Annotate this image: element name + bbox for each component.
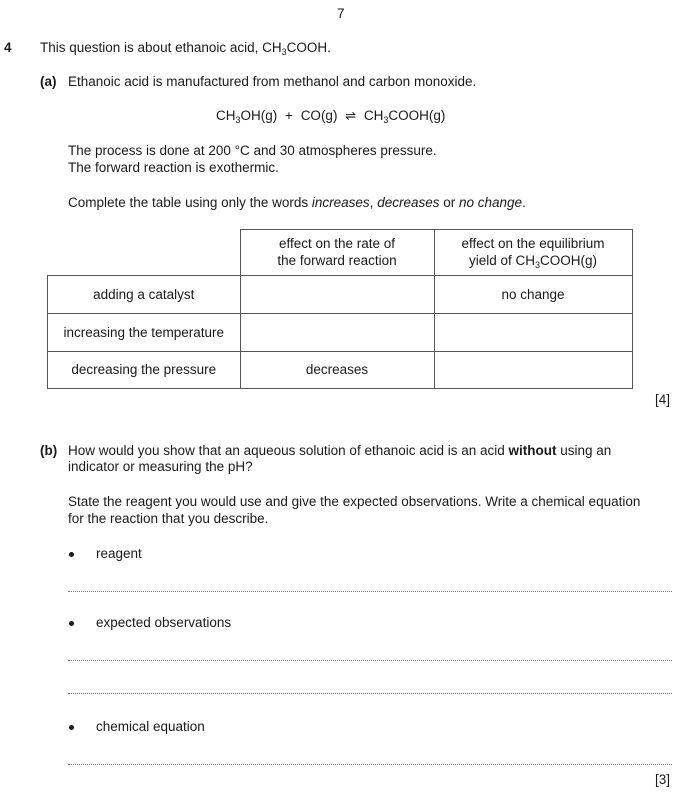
question-intro-subscript: 3 [281,47,287,57]
table-row [48,351,633,388]
answer-line[interactable] [68,693,672,694]
reaction-equation [216,108,445,124]
reactant-carbon-monoxide: CO(g) [300,108,338,123]
part-b-question-line-1: How would you show that an aqueous solution of ethanoic acid is an acid without using an [68,443,612,458]
rate-answer-cell[interactable] [240,313,434,351]
part-b-label: (b) [40,443,58,458]
yield-answer-cell[interactable] [434,313,632,351]
answer-line[interactable] [68,660,672,661]
conditions-line-1: The process is done at 200 °C and 30 atmospheres pressure. [68,143,437,158]
bullet-label-equation: chemical equation [96,719,205,734]
plus-sign: + [285,108,293,123]
table-row [48,275,633,313]
reactant-methanol: $CH_3OH(g)$ [216,108,278,125]
header-rate: effect on the rate of the forward reaction [240,230,434,276]
bullet-icon [69,621,74,626]
table-header-row [48,230,633,276]
equilibrium-arrow-icon: ⇌ [345,108,357,123]
bullet-icon [69,725,74,730]
bullet-label-observations: expected observations [96,615,232,630]
row-label: decreasing the pressure [48,351,241,388]
header-yield: effect on the equilibrium yield of $CH_3COOH(g)$ [434,230,632,276]
effects-table [47,229,633,389]
word-increases: increases [311,195,370,210]
word-decreases: decreases [377,195,440,210]
question-number: 4 [4,40,12,55]
yield-answer-cell[interactable] [434,351,632,388]
table-instruction: Complete the table using only the words increases, decreases or no change. [68,195,526,210]
row-label: adding a catalyst [48,275,241,313]
part-a-text: Ethanoic acid is manufactured from methanol and carbon monoxide. [68,74,477,89]
part-b-marks: [3] [655,772,671,787]
page-number: 7 [337,6,345,21]
question-intro [40,40,331,55]
conditions-line-2: The forward reaction is exothermic. [68,160,279,175]
table-corner-blank [48,230,241,276]
bullet-icon [69,552,74,557]
product-ethanoic-acid: $CH_3COOH(g)$ [363,108,446,125]
part-a-label: (a) [40,74,57,89]
rate-answer-cell[interactable] [240,275,434,313]
table-row [48,313,633,351]
part-b-question-line-2: indicator or measuring the pH? [68,459,253,474]
emphasis-without: without [508,443,557,458]
row-label: increasing the temperature [48,313,241,351]
part-b-instruction-line-2: for the reaction that you describe. [68,511,269,526]
bullet-label-reagent: reagent [96,546,142,561]
yield-answer-cell[interactable]: no change [434,275,632,313]
part-a-marks: [4] [655,392,671,407]
answer-line[interactable] [68,764,672,765]
word-no-change: no change [459,195,523,210]
question-intro-prefix: This question is about ethanoic acid, CH [40,40,282,55]
rate-answer-cell[interactable]: decreases [240,351,434,388]
answer-line[interactable] [68,591,672,592]
part-b-instruction-line-1: State the reagent you would use and give the expected observations. Write a chemical equation [68,494,641,509]
question-intro-suffix: COOH. [286,40,331,55]
